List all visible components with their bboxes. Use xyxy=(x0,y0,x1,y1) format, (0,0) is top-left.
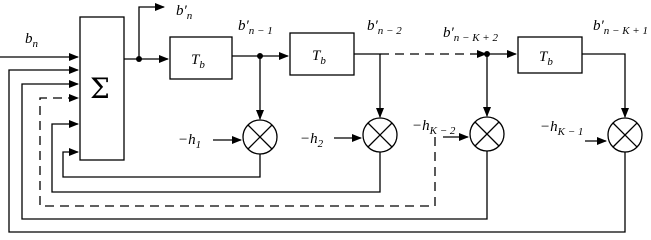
multiplier-2 xyxy=(363,118,397,152)
delay-block-1 xyxy=(170,37,232,79)
coefficient-label-3: $-h_{K - 2}$ xyxy=(412,118,456,137)
tap-label-1: $b'_{n - 1}$ xyxy=(238,18,273,37)
multiplier-3 xyxy=(470,117,504,151)
delay-label-2: $T_b$ xyxy=(312,48,326,67)
delay-label-3: $T_b$ xyxy=(539,49,553,68)
tap-label-2: $b'_{n - 2}$ xyxy=(367,18,402,37)
summer-sigma: Σ xyxy=(90,72,110,105)
multiplier-4 xyxy=(608,118,642,152)
tap-wire-4 xyxy=(582,54,625,117)
coefficient-label-1: $-h_1$ xyxy=(178,132,202,151)
multiplier-1 xyxy=(243,120,277,154)
coefficient-label-4: $-h_{K - 1}$ xyxy=(540,119,584,138)
tap-label-4: $b'_{n - K + 1}$ xyxy=(593,18,648,37)
delay-block-2 xyxy=(290,33,354,75)
delay-label-1: $T_b$ xyxy=(191,52,205,71)
output-branch-wire xyxy=(139,7,164,59)
output-label: $b'_n$ xyxy=(176,3,193,22)
tap-label-3: $b'_{n - K + 2}$ xyxy=(443,25,498,44)
input-label: $b_n$ xyxy=(25,31,38,50)
coefficient-label-2: $-h_2$ xyxy=(300,131,324,150)
